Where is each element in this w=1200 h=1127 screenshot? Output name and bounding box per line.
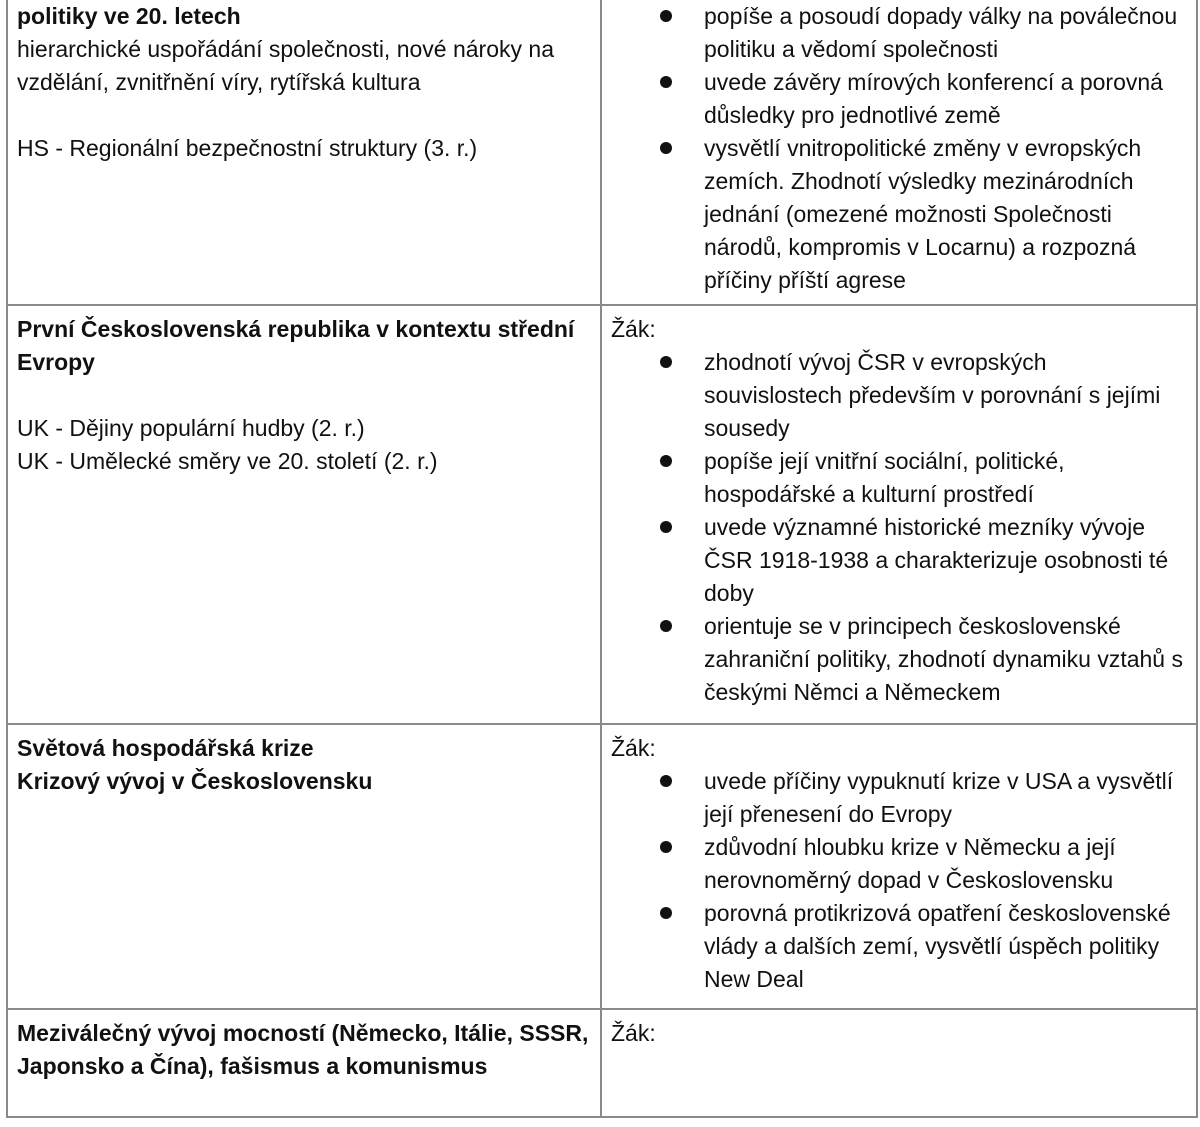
bullet-icon xyxy=(660,455,672,467)
table-row xyxy=(7,0,1197,305)
table-row xyxy=(7,305,1197,724)
list-item: zhodnotí vývoj ČSR v evropských souvislostech především v porovnání s jejími sousedy xyxy=(611,346,1190,445)
outcomes-cell xyxy=(601,305,1197,724)
topic-cell xyxy=(7,305,601,724)
bullet-icon xyxy=(660,620,672,632)
list-item: uvede významné historické mezníky vývoje ČSR 1918-1938 a charakterizuje osobnosti té doby xyxy=(611,511,1190,610)
list-item: orientuje se v principech československé zahraniční politiky, zhodnotí dynamiku vztahů s českými Němci a Německem xyxy=(611,610,1190,709)
outcome-list xyxy=(611,765,1190,996)
list-item: popíše a posoudí dopady války na poválečnou politiku a vědomí společnosti xyxy=(611,0,1190,66)
cross-subject-link: UK - Dějiny populární hudby (2. r.) xyxy=(17,415,365,441)
outcomes-cell xyxy=(601,0,1197,305)
bullet-icon xyxy=(660,775,672,787)
topic-cell xyxy=(7,724,601,1009)
cross-subject-link: UK - Umělecké směry ve 20. století (2. r.) xyxy=(17,448,438,474)
table-row xyxy=(7,1009,1197,1117)
bullet-icon xyxy=(660,76,672,88)
outcome-list xyxy=(611,0,1190,297)
bullet-icon xyxy=(660,356,672,368)
list-item: popíše její vnitřní sociální, politické, hospodářské a kulturní prostředí xyxy=(611,445,1190,511)
bullet-icon xyxy=(660,10,672,22)
bullet-icon xyxy=(660,841,672,853)
outcome-list xyxy=(611,346,1190,709)
list-item: porovná protikrizová opatření československé vlády a dalších zemí, vysvětlí úspěch politiky New Deal xyxy=(611,897,1190,996)
topic-cell xyxy=(7,1009,601,1117)
topic-title: Meziválečný vývoj mocností (Německo, Itálie, SSSR, Japonsko a Čína), fašismus a komunismus xyxy=(17,1020,589,1079)
bullet-icon xyxy=(660,521,672,533)
student-label: Žák: xyxy=(611,316,656,342)
list-item: vysvětlí vnitropolitické změny v evropských zemích. Zhodnotí výsledky mezinárodních jednání (omezené možnosti Společnosti národů, kompromis v Locarnu) a rozpozná příčiny příští agrese xyxy=(611,132,1190,297)
topic-title: Světová hospodářská krize xyxy=(17,735,314,761)
topic-cell xyxy=(7,0,601,305)
topic-description: hierarchické uspořádání společnosti, nové nároky na vzdělání, zvnitřnění víry, rytířská kultura xyxy=(17,36,554,95)
list-item: zdůvodní hloubku krize v Německu a její nerovnoměrný dopad v Československu xyxy=(611,831,1190,897)
bullet-icon xyxy=(660,142,672,154)
student-label: Žák: xyxy=(611,735,656,761)
curriculum-table xyxy=(6,0,1198,1118)
cross-subject-link: HS - Regionální bezpečnostní struktury (3. r.) xyxy=(17,135,478,161)
topic-title: První Československá republika v kontextu střední Evropy xyxy=(17,316,575,375)
list-item: uvede závěry mírových konferencí a porovná důsledky pro jednotlivé země xyxy=(611,66,1190,132)
student-label: Žák: xyxy=(611,1020,656,1046)
bullet-icon xyxy=(660,907,672,919)
topic-title: Krizový vývoj v Československu xyxy=(17,768,373,794)
list-item: uvede příčiny vypuknutí krize v USA a vysvětlí její přenesení do Evropy xyxy=(611,765,1190,831)
topic-title: politiky ve 20. letech xyxy=(17,3,241,29)
table-row xyxy=(7,724,1197,1009)
outcomes-cell xyxy=(601,724,1197,1009)
outcomes-cell xyxy=(601,1009,1197,1117)
